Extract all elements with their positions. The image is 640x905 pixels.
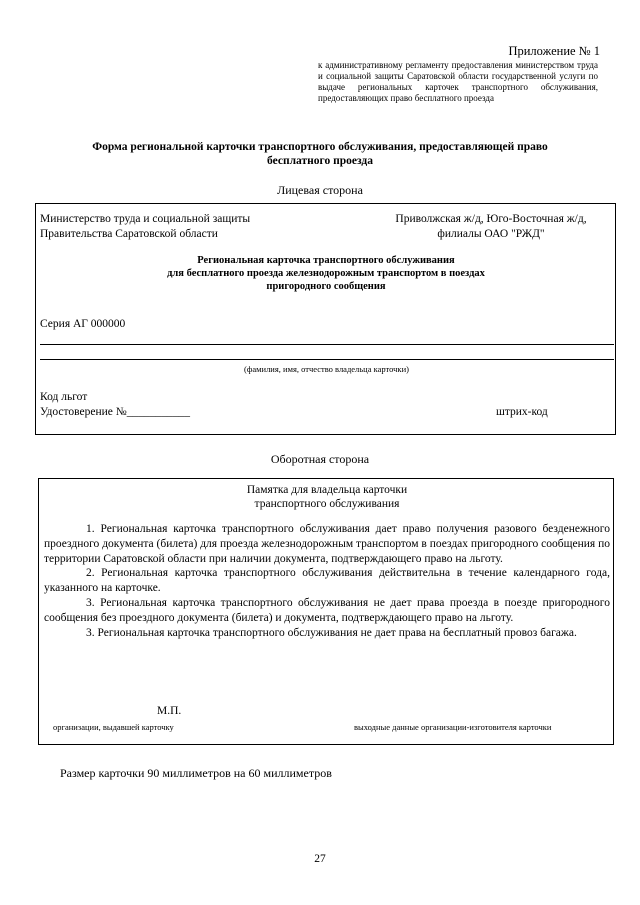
card-size-note: Размер карточки 90 миллиметров на 60 миллиметров: [60, 766, 332, 780]
issuer-right-line: филиалы ОАО "РЖД": [437, 228, 545, 240]
name-line: [40, 359, 614, 360]
memo-item: 2. Региональная карточка транспортного обслуживания действительна в течение календарного года, указанного на карточке.: [44, 567, 610, 595]
memo-title-line: транспортного обслуживания: [254, 498, 400, 510]
front-side-label: Лицевая сторона: [277, 183, 363, 197]
memo-title-line: Памятка для владельца карточки: [246, 484, 408, 496]
issuer-left: [40, 212, 250, 242]
form-title-line: Форма региональной карточки транспортного обслуживания, предоставляющей право: [92, 141, 548, 153]
issuer-org-caption: организации, выдавшей карточку: [53, 722, 174, 732]
name-line: [40, 344, 614, 345]
page-number: 27: [314, 853, 326, 865]
memo-items: [44, 522, 610, 640]
issuer-right-line: Приволжская ж/д, Юго-Восточная ж/д,: [395, 213, 587, 225]
card-back: [38, 478, 614, 745]
issuer-left-line: Правительства Саратовской области: [40, 228, 218, 240]
memo-item: 3. Региональная карточка транспортного обслуживания не дает права на бесплатный провоз багажа.: [86, 626, 577, 639]
card-title: [96, 254, 556, 293]
form-title: [60, 140, 580, 168]
memo-title: [39, 483, 615, 511]
form-title-line: бесплатного проезда: [267, 155, 373, 167]
card-title-line: Региональная карточка транспортного обслуживания: [197, 255, 455, 266]
stamp-label: М.П.: [157, 705, 182, 717]
certificate-label: Удостоверение №___________: [40, 406, 190, 418]
memo-item: 1. Региональная карточка транспортного обслуживания дает право получения разового безденежного проездного документа (билета) для проезда железнодорожным транспортом в поездах пригородного сообщения по территории Саратовской области при наличии документа, подтверждающего право на льготу.: [44, 523, 610, 565]
barcode-label: штрих-код: [496, 406, 548, 418]
card-front: [35, 203, 616, 435]
card-title-line: для бесплатного проезда железнодорожным транспортом в поездах: [167, 268, 485, 279]
memo-item: 3. Региональная карточка транспортного обслуживания не дает права проезда в поезде пригородного сообщения без проездного документа (билета) и документа, подтверждающего право на льготу.: [44, 596, 610, 624]
maker-org-caption: выходные данные организации-изготовителя карточки: [354, 722, 552, 732]
benefit-code-label: Код льгот: [40, 391, 88, 403]
card-title-line: пригородного сообщения: [266, 281, 386, 292]
back-side-label: Оборотная сторона: [270, 452, 370, 466]
issuer-right: [386, 212, 596, 242]
name-caption: (фамилия, имя, отчество владельца карточки): [244, 364, 409, 374]
issuer-left-line: Министерство труда и социальной защиты: [40, 213, 251, 225]
card-series: Серия АГ 000000: [40, 318, 126, 330]
appendix-description: к административному регламенту предоставления министерством труда и социальной защиты Саратовской области государственной услуги по выдаче региональных карточек транспортного обслуживания, предоставляющих право бесплатного проезда: [318, 60, 598, 103]
appendix-title: Приложение № 1: [508, 44, 600, 58]
